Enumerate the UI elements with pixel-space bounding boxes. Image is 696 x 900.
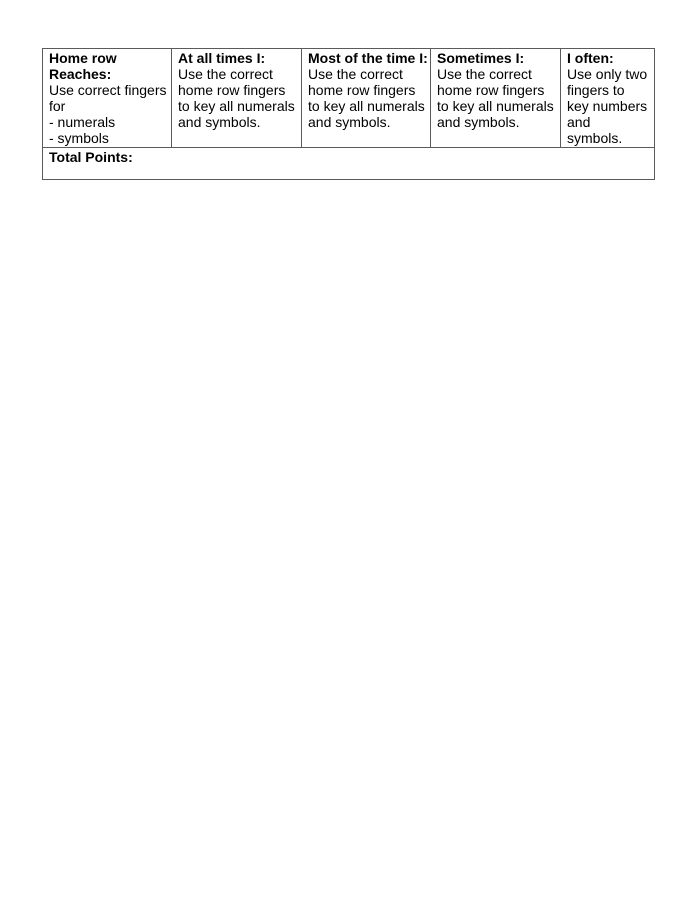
criterion-body-line: Use correct fingers: [49, 82, 167, 98]
level-cell-most: [302, 49, 431, 148]
level-body-line: Use only two: [567, 66, 648, 82]
total-points-row: [43, 148, 655, 180]
level-heading: I often:: [567, 50, 614, 66]
level-heading: At all times I:: [178, 50, 266, 66]
level-body-line: and symbols.: [308, 114, 391, 130]
criterion-heading-line: Home row: [49, 50, 117, 66]
level-cell-sometimes: [431, 49, 561, 148]
criterion-cell: [43, 49, 172, 148]
level-body-line: and: [567, 114, 591, 130]
level-body-line: fingers to: [567, 82, 625, 98]
level-body-line: home row fingers: [308, 82, 416, 98]
level-body-line: Use the correct: [437, 66, 532, 82]
criterion-body-line: - numerals: [49, 114, 116, 130]
level-body-line: Use the correct: [308, 66, 403, 82]
rubric-table: [42, 48, 655, 180]
level-body-line: home row fingers: [437, 82, 545, 98]
level-body-line: symbols.: [567, 130, 623, 146]
level-heading: Most of the time I:: [308, 50, 428, 66]
criterion-body-line: for: [49, 98, 66, 114]
level-body-line: key numbers: [567, 98, 648, 114]
level-body-line: Use the correct: [178, 66, 273, 82]
criterion-body-line: - symbols: [49, 130, 109, 146]
total-points-label: Total Points:: [49, 149, 133, 165]
total-points-cell: [43, 148, 655, 180]
level-body-line: to key all numerals: [178, 98, 295, 114]
level-body-line: home row fingers: [178, 82, 286, 98]
level-body-line: and symbols.: [178, 114, 261, 130]
level-cell-often: [561, 49, 655, 148]
criterion-heading-line: Reaches:: [49, 66, 112, 82]
rubric-criteria-row: [43, 49, 655, 148]
level-heading: Sometimes I:: [437, 50, 525, 66]
level-cell-always: [172, 49, 302, 148]
level-body-line: to key all numerals: [308, 98, 425, 114]
level-body-line: to key all numerals: [437, 98, 554, 114]
level-body-line: and symbols.: [437, 114, 520, 130]
